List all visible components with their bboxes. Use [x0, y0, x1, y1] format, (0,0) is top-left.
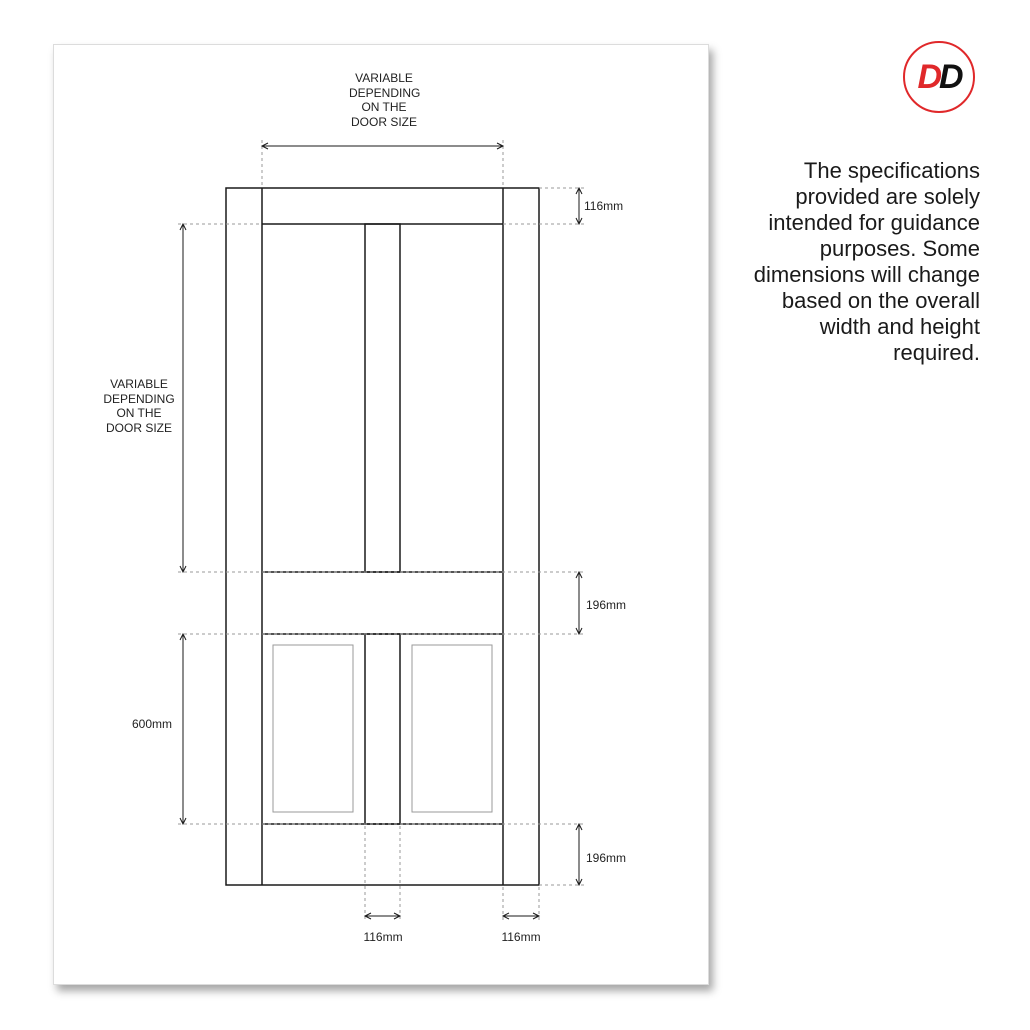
lower-left-panel [273, 645, 353, 812]
bottom-panel-dimension: 600mm [132, 717, 173, 731]
stile-width-dimension: 116mm [501, 930, 541, 944]
middle-rail-dimension: 196mm [586, 598, 627, 612]
muntin-width-dimension: 116mm [363, 930, 403, 944]
top-width-caption: VARIABLE DEPENDING ON THE DOOR SIZE [349, 71, 421, 129]
logo-letter-red: D [917, 57, 939, 96]
lower-muntin [365, 634, 400, 824]
logo-letter-black: D [939, 57, 961, 96]
guidance-note: The specifications provided are solely intended for guidance purposes. Some dimensions will change based on the overall width and height required. [753, 158, 980, 365]
side-height-caption: VARIABLE DEPENDING ON THE DOOR SIZE [103, 377, 175, 435]
lower-right-panel [412, 645, 492, 812]
bottom-rail-dimension: 196mm [586, 851, 627, 865]
upper-muntin [365, 224, 400, 572]
top-rail-dimension: 116mm [584, 199, 624, 213]
extension-lines [178, 140, 585, 920]
dimension-arrows [180, 143, 582, 919]
raised-panels [273, 645, 492, 812]
dd-logo [903, 41, 975, 113]
